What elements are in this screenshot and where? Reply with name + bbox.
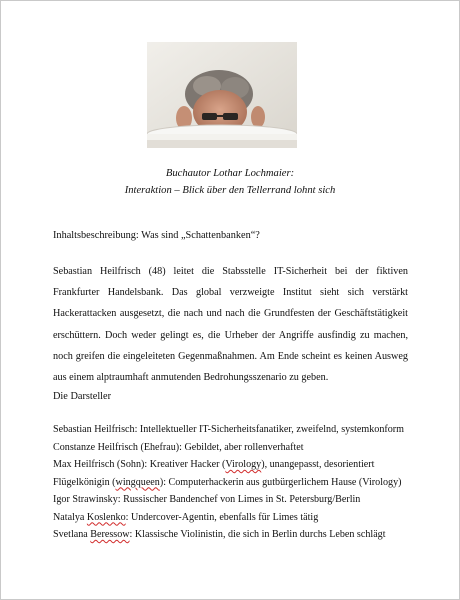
cast-text: : Undercover-Agentin, ebenfalls für Limes tätig: [125, 511, 319, 523]
cast-marked-word: Beressow: [90, 529, 130, 540]
section-heading: Inhaltsbeschreibung: Was sind „Schattenbanken“?: [53, 230, 260, 241]
cast-line: [53, 456, 433, 474]
cast-text: Sebastian Heilfrisch: Intellektueller IT-Sicherheitsfanatiker, zweifelnd, systemkonform: [53, 424, 404, 435]
cast-text: : Klassische Violinistin, die sich in Berlin durchs Leben schlägt: [129, 529, 386, 540]
cast-line: [53, 421, 433, 439]
cast-line: [53, 474, 433, 492]
cast-text: ), unangepasst, desorientiert: [261, 459, 375, 470]
cast-text: Constanze Heilfrisch (Ehefrau): Gebildet, aber rollenverhaftet: [53, 441, 304, 453]
cast-text: Flügelkönigin (: [53, 476, 116, 488]
photo-caption-line-2: Interaktion – Blick über den Tellerrand lohnt sich: [124, 185, 336, 196]
cast-line: [53, 526, 433, 544]
cast-marked-word: Virology: [225, 459, 262, 470]
cast-text: Natalya: [53, 511, 87, 523]
cast-text: ): Computerhackerin aus gutbürgerlichem Hause (Virology): [159, 476, 402, 488]
author-photo-image: [147, 42, 297, 148]
cast-line: [53, 439, 433, 457]
cast-list: [53, 421, 433, 544]
cast-text: Max Heilfrisch (Sohn): Kreativer Hacker (: [53, 459, 226, 470]
author-photo: [147, 42, 297, 148]
cast-text: Igor Strawinsky: Russischer Bandenchef von Limes in St. Petersburg/Berlin: [53, 494, 361, 505]
photo-caption-line-1: Buchautor Lothar Lochmaier:: [165, 168, 295, 179]
cast-heading: Die Darsteller: [53, 391, 112, 402]
cast-line: [53, 491, 433, 509]
synopsis-paragraph: Sebastian Heilfrisch (48) leitet die Stabsstelle IT-Sicherheit bei der fiktiven Frankfurter Handelsbank. Das global verzweigte Institut sieht sich verstärkt Hackerattacken ausgesetzt, die nach und nach die Grundfesten der Geschäftstätigkeit erschüttern. Doch weder gelingt es, die Urheber der Angriffe ausfindig zu machen, noch greifen die eingeleiteten Gegenmaßnahmen. Am Ende scheint es keinen Ausweg aus einem alptraumhaft anmutenden Bedrohungsszenario zu geben.: [53, 266, 408, 384]
cast-text: Svetlana: [53, 529, 91, 540]
cast-marked-word: Koslenko: [86, 511, 126, 523]
cast-marked-word: wingqueen: [115, 476, 160, 488]
cast-line: [53, 509, 433, 527]
